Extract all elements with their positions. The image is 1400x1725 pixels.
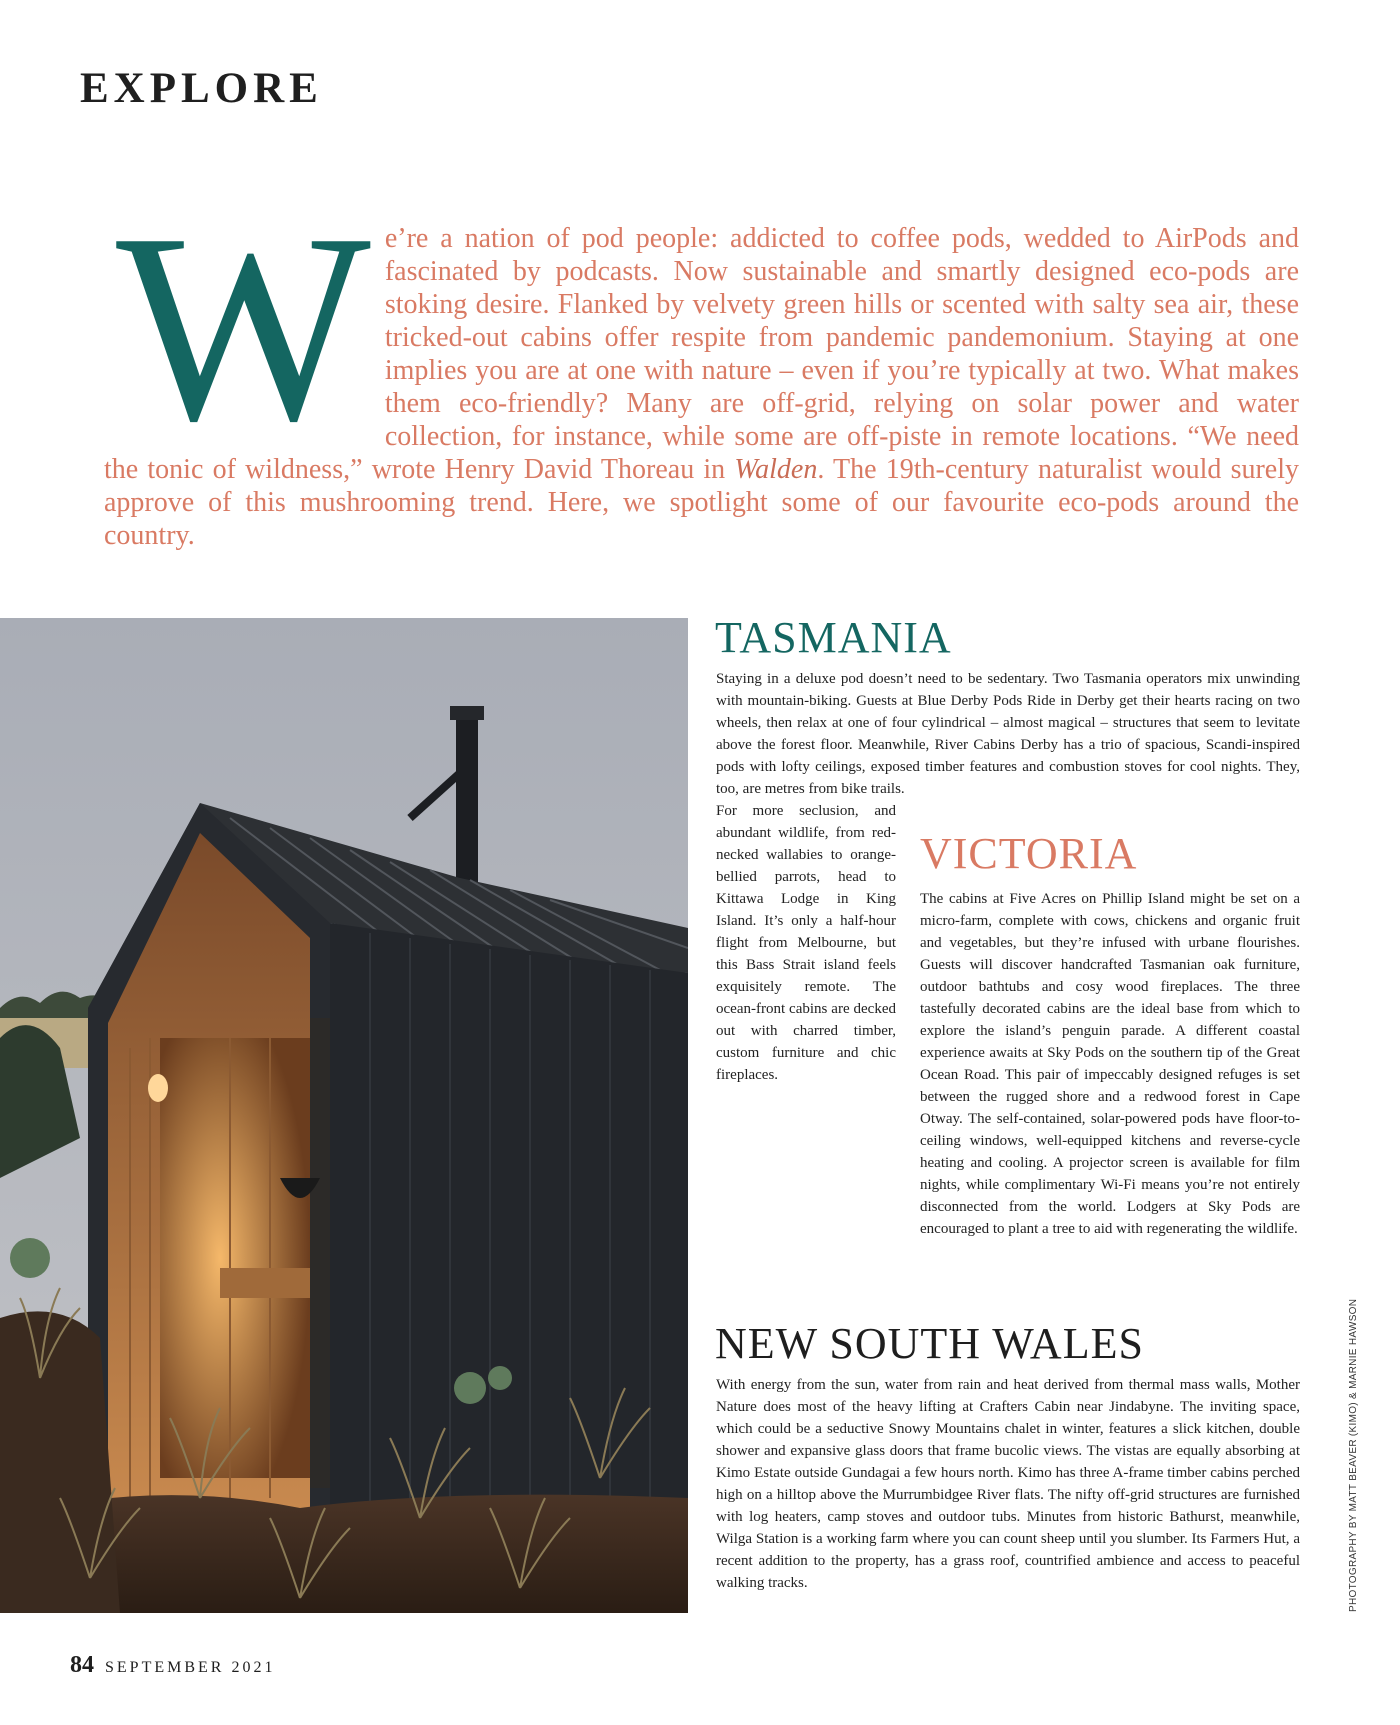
- body-tasmania-continued: For more seclusion, and abundant wildlife, from red-necked wallabies to orange-bellied parrots, head to Kittawa Lodge in King Island. It’s only a half-hour flight from Melbourne, but this Bass Strait island feels exquisitely remote. The ocean-front cabins are decked out with charred timber, custom furniture and chic fireplaces.: [716, 803, 896, 1083]
- cabin-illustration: [0, 618, 688, 1613]
- body-new-south-wales: With energy from the sun, water from rain and heat derived from thermal mass walls, Mother Nature does most of the heavy lifting at Crafters Cabin near Jindabyne. The inviting space, which could be a seductive Snowy Mountains chalet in winter, features a slick kitchen, double shower and expansive glass doors that frame bucolic views. The vistas are equally absorbing at Kimo Estate outside Gundagai a few hours north. Kimo has three A-frame timber cabins perched high on a hilltop above the Murrumbidgee River flats. The nifty off-grid structures are furnished with log heaters, camp stoves and outdoor tubs. Minutes from historic Bathurst, meanwhile, Wilga Station is a working farm where you can count sheep until you slumber. Its Farmers Hut, a recent addition to the property, has a grass roof, countrified ambience and access to peaceful walking tracks.: [716, 1377, 1300, 1591]
- intro-text-before: e’re a nation of pod people: addicted to coffee pods, wedded to AirPods and fascinated by podcasts. Now sustainable and smartly designed eco-pods are stoking desire. Flanked by velvety green hills or scented with salty sea air, these tricked-out cabins offer respite from pandemic pandemonium. Staying at one implies you are at one with nature – even if you’re typically at two. What makes them eco-friendly? Many are off-grid, relying on solar power and water collection, for instance, while some are off-piste in remote locations. “We need the tonic of wildness,” wrote Henry David Thoreau in: [104, 223, 1299, 485]
- page-footer: [70, 1652, 275, 1679]
- page-number: 84: [70, 1652, 94, 1678]
- intro-text-after: . The 19th-century naturalist would surely approve of this mushrooming trend. Here, we spotlight some of our favourite eco-pods around the country.: [104, 454, 1300, 551]
- section-label: EXPLORE: [80, 65, 323, 112]
- intro-italic-title: Walden: [734, 454, 818, 485]
- drop-cap: W: [116, 178, 371, 477]
- heading-victoria: VICTORIA: [920, 829, 1138, 878]
- intro-paragraph: [104, 178, 1300, 552]
- body-tasmania: Staying in a deluxe pod doesn’t need to be sedentary. Two Tasmania operators mix unwinding with mountain-biking. Guests at Blue Derby Pods Ride in Derby get their hearts racing on two wheels, then relax at one of four cylindrical – almost magical – structures that seem to levitate above the forest floor. Meanwhile, River Cabins Derby has a trio of spacious, Scandi-inspired pods with lofty ceilings, exposed timber features and combustion stoves for cool nights. They, too, are metres from bike trails.: [716, 671, 1300, 797]
- body-victoria: The cabins at Five Acres on Phillip Island might be set on a micro-farm, complete with cows, chickens and organic fruit and vegetables, but they’re infused with urbane flourishes. Guests will discover handcrafted Tasmanian oak furniture, outdoor bathtubs and cosy wood fireplaces. The three tastefully decorated cabins are the ideal base from which to explore the island’s penguin parade. A different coastal experience awaits at Sky Pods on the southern tip of the Great Ocean Road. This pair of impeccably designed refuges is set between the rugged shore and a redwood forest in Cape Otway. The self-contained, solar-powered pods have floor-to-ceiling windows, well-equipped kitchens and reverse-cycle heating and cooling. A projector screen is available for film nights, while complimentary Wi-Fi means you’re not entirely disconnected from the world. Lodgers at Sky Pods are encouraged to plant a tree to aid with regenerating the wildlife.: [920, 891, 1300, 1237]
- issue-date: SEPTEMBER 2021: [105, 1659, 276, 1676]
- heading-tasmania: TASMANIA: [715, 613, 952, 662]
- photo-credit: PHOTOGRAPHY BY MATT BEAVER (KIMO) & MARNIE HAWSON: [1348, 1298, 1359, 1612]
- cabin-photo: [0, 618, 688, 1613]
- heading-new-south-wales: NEW SOUTH WALES: [715, 1319, 1144, 1368]
